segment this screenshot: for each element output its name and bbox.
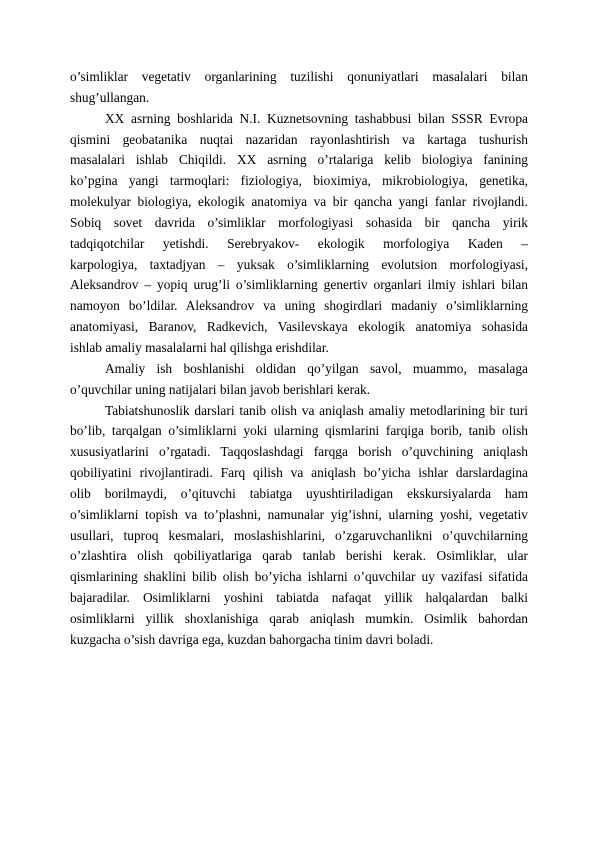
text-line: bo’lib, tarqalgan o’simliklarni yoki ularning qismlarini farqiga borib, tanib olish <box>70 423 528 439</box>
paragraph-intro <box>70 67 528 109</box>
text-line: Aleksandrov – yopiq urug’li o’simliklarning genertiv organlari ilmiy ishlari bilan <box>70 277 528 293</box>
text-line: osimliklarni yillik shoxlanishiga qarab aniqlash mumkin. Osimlik bahordan <box>70 610 528 626</box>
text-line: bajaradilar. Osimliklarni yoshini tabiatda nafaqat yillik halqalardan balki <box>70 590 528 606</box>
document-page <box>70 67 528 651</box>
text-line: qismini geobatanika nuqtai nazaridan rayonlashtirish va kartaga tushurish <box>70 131 528 147</box>
text-line: xususiyatlarini o’rgatadi. Taqqoslashdagi farqga borish o’quvchining aniqlash <box>70 444 528 460</box>
text-line: o’simliklar vegetativ organlarining tuzilishi qonuniyatlari masalalari bilan <box>70 69 528 84</box>
text-line: ko’pgina yangi tarmoqlari: fiziologiya, bioximiya, mikrobiologiya, genetika, <box>70 173 528 189</box>
paragraph-practical-work <box>70 359 528 401</box>
text-line: XX asrning boshlarida N.I. Kuznetsovning tashabbusi bilan SSSR Evropa <box>105 110 528 126</box>
text-line: o’zlashtira olish qobiliyatlariga qarab tanlab berishi kerak. Osimliklar, ular <box>70 548 528 564</box>
text-line: qismlarining shaklini bilib olish bo’yicha ishlarni o’quvchilar uy vazifasi sifatida <box>70 569 528 585</box>
paragraph-natural-science <box>70 401 528 651</box>
text-line: Amaliy ish boshlanishi oldidan qo’yilgan savol, muammo, masalaga <box>105 360 528 376</box>
paragraph-history <box>70 109 528 359</box>
text-line: tadqiqotchilar yetishdi. Serebryakov- ekologik morfologiya Kaden – <box>70 235 528 251</box>
text-line: molekulyar biologiya, ekologik anatomiya va bir qancha yangi fanlar rivojlandi. <box>70 194 528 210</box>
text-line: o’simliklarni topish va to’plashni, namunalar yig’ishni, ularning yoshi, vegetativ <box>70 506 528 522</box>
text-line: anatomiyasi, Baranov, Radkevich, Vasilevskaya ekologik anatomiya sohasida <box>70 319 528 335</box>
text-line: karpologiya, taxtadjyan – yuksak o’simliklarning evolutsion morfologiyasi, <box>70 256 528 272</box>
text-line: kuzgacha o’sish davriga ega, kuzdan bahorgacha tinim davri boladi. <box>70 631 434 647</box>
text-line: shug’ullangan. <box>70 89 150 105</box>
text-line: o’quvchilar uning natijalari bilan javob berishlari kerak. <box>70 381 371 397</box>
text-line: Sobiq sovet davrida o’simliklar morfologiyasi sohasida bir qancha yirik <box>70 214 528 230</box>
text-line: Tabiatshunoslik darslari tanib olish va aniqlash amaliy metodlarining bir turi <box>105 402 528 418</box>
text-line: masalalari ishlab Chiqildi. XX asrning o’rtalariga kelib biologiya fanining <box>70 152 528 168</box>
text-line: olib borilmaydi, o’qituvchi tabiatga uyushtiriladigan ekskursiyalarda ham <box>70 485 528 501</box>
text-line: qobiliyatini rivojlantiradi. Farq qilish va aniqlash bo’yicha ishlar darslardagina <box>70 465 528 481</box>
text-line: ishlab amaliy masalalarni hal qilishga erishdilar. <box>70 339 329 355</box>
text-line: namoyon bo’ldilar. Aleksandrov va uning shogirdlari madaniy o’simliklarning <box>70 298 528 314</box>
text-line: usullari, tuproq kesmalari, moslashishlarini, o’zgaruvchanlikni o’quvchilarning <box>70 527 528 543</box>
